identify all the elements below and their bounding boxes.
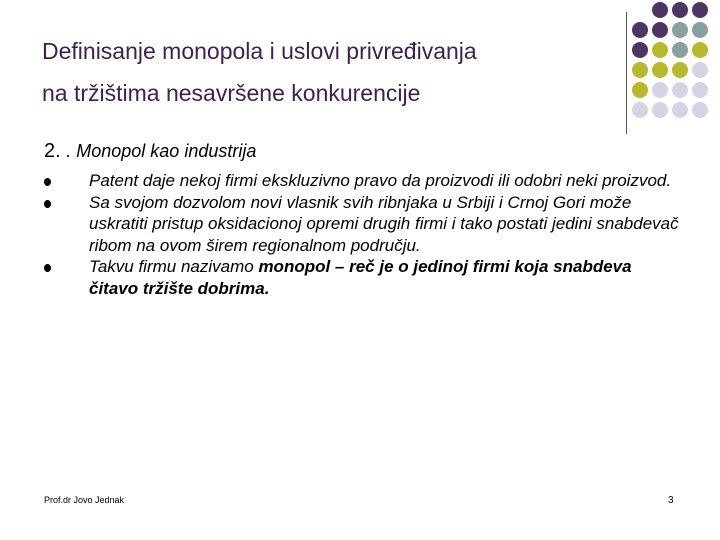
decor-dot: [632, 102, 648, 118]
subheading-number: 2.: [44, 140, 61, 162]
bullet-icon: [44, 264, 51, 272]
decor-dot: [672, 62, 688, 78]
decor-dot: [652, 42, 668, 58]
decor-dot: [672, 42, 688, 58]
subheading-text: . Monopol kao industrija: [66, 141, 257, 161]
decor-dot: [692, 102, 708, 118]
decor-dot: [652, 82, 668, 98]
subheading: [44, 140, 256, 163]
bullet-text: Takvu firmu nazivamo: [89, 257, 259, 276]
decor-dot: [652, 62, 668, 78]
decor-dot: [632, 82, 648, 98]
decor-dot: [692, 82, 708, 98]
title-line-2: na tržištima nesavršene konkurencije: [42, 80, 421, 106]
bullet-list: [44, 170, 684, 299]
decor-dot: [692, 42, 708, 58]
footer-author: Prof.dr Jovo Jednak: [44, 495, 125, 505]
page-number: 3: [668, 495, 674, 506]
dot-grid-decoration-icon: [0, 0, 720, 140]
decor-dot: [672, 102, 688, 118]
decor-dot: [672, 82, 688, 98]
decor-dot: [692, 62, 708, 78]
bullet-item: [44, 170, 684, 192]
decor-dot: [652, 2, 668, 18]
decor-dot: [652, 22, 668, 38]
decor-dot: [632, 22, 648, 38]
decor-dot: [692, 22, 708, 38]
bullet-text: Sa svojom dozvolom novi vlasnik svih ribnjaka u Srbiji i Crnoj Gori može uskratiti pristup oksidacionoj opremi drugih firmi i tako postati jedini snabdevač ribom na ovom širem regionalnom području.: [89, 192, 679, 255]
bullet-item: [44, 256, 684, 299]
bullet-text-bold: monopol – reč je o jedinoj firmi koja snabdeva čitavo tržište dobrima.: [89, 257, 632, 298]
decor-dot: [692, 2, 708, 18]
bullet-icon: [44, 200, 51, 208]
bullet-icon: [44, 178, 51, 186]
bullet-item: [44, 192, 684, 257]
decor-dot: [632, 42, 648, 58]
decor-dot: [632, 62, 648, 78]
title-line-1: Definisanje monopola i uslovi privređivanja: [42, 38, 477, 64]
decor-dot: [672, 22, 688, 38]
decor-dot: [672, 2, 688, 18]
bullet-text: Patent daje nekoj firmi ekskluzivno pravo da proizvodi ili odobri neki proizvod.: [89, 171, 672, 190]
decor-dot: [652, 102, 668, 118]
